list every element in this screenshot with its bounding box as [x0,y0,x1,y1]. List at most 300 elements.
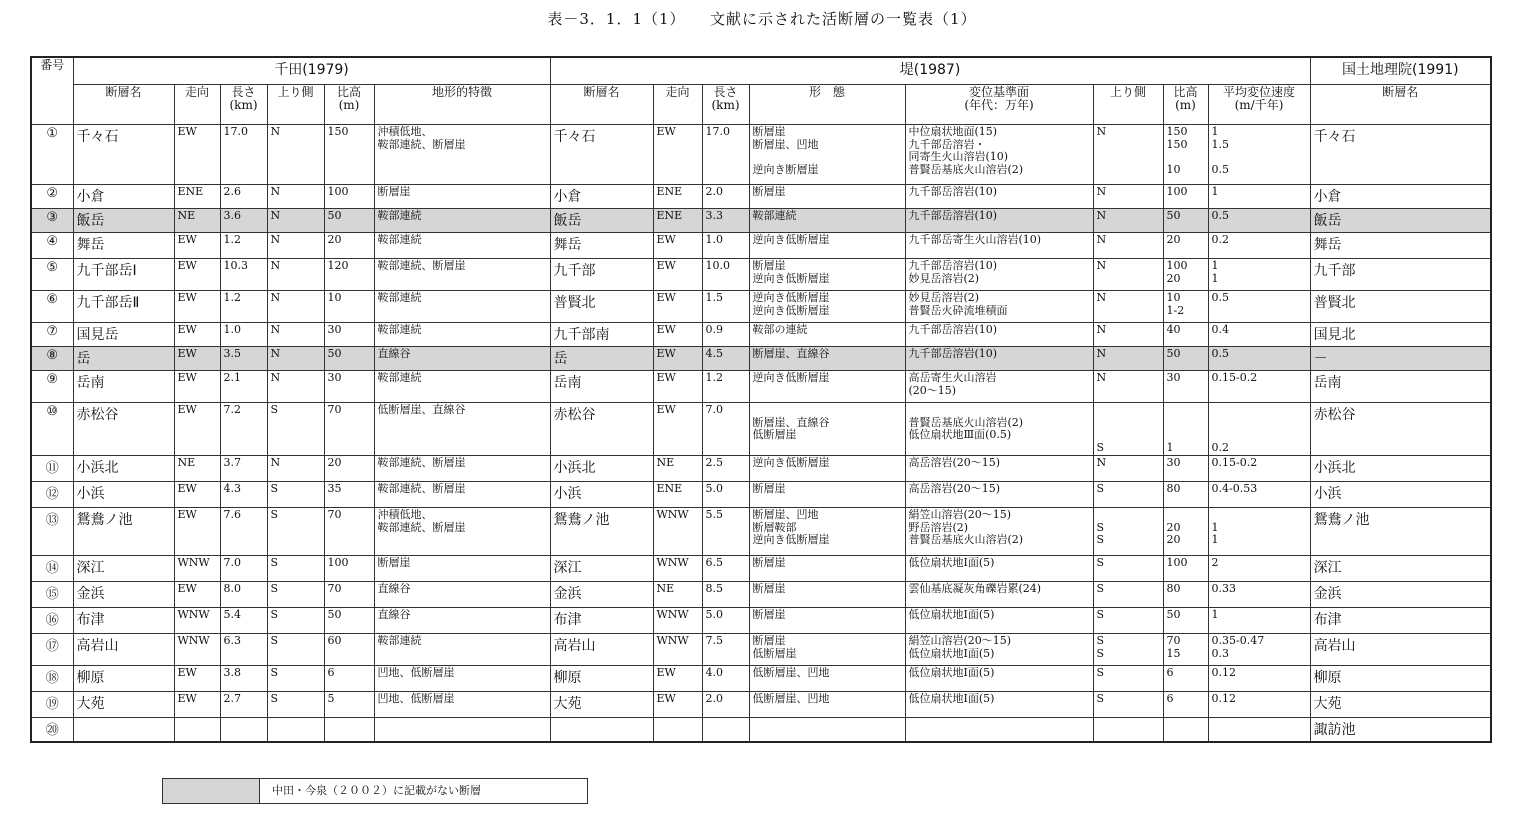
gsi-fault-name: 小浜北 [1310,456,1491,482]
table-row [31,718,1491,742]
tsutsumi-fault-name: 千々石 [550,125,653,185]
tsutsumi-slip-rate: 0.15-0.2 [1208,456,1310,482]
tsutsumi-upthrown-side: S [1093,482,1163,508]
tsutsumi-reference-surface: 低位扇状地Ⅰ面(5) [905,608,1093,634]
table-row [31,185,1491,209]
legend-text: 中田・今泉（２００２）に記載がない断層 [272,784,481,797]
header-b-up: 上り側 [1093,85,1163,125]
tsutsumi-fault-name: 舞岳 [550,233,653,259]
tsutsumi-relief: 20 [1163,233,1208,259]
tsutsumi-fault-name: 普賢北 [550,291,653,323]
tsutsumi-fault-name: 金浜 [550,582,653,608]
row-number: ⑯ [31,608,73,634]
tsutsumi-length: 2.5 [702,456,749,482]
tsutsumi-fault-name: 九千部 [550,259,653,291]
tsutsumi-fault-name: 九千部南 [550,323,653,347]
tsutsumi-form: 逆向き低断層崖 [749,371,905,403]
tsutsumi-reference-surface: 絹笠山溶岩(20～15) 野岳溶岩(2) 普賢岳基底火山溶岩(2) [905,508,1093,556]
senda-upthrown-side: S [267,582,324,608]
table-row [31,233,1491,259]
senda-fault-name: 岳南 [73,371,174,403]
tsutsumi-length: 4.0 [702,666,749,692]
tsutsumi-upthrown-side: N [1093,185,1163,209]
senda-relief: 35 [324,482,374,508]
tsutsumi-reference-surface: 九千部岳溶岩(10) 妙見岳溶岩(2) [905,259,1093,291]
header-b-length: 長さ (km) [702,85,749,125]
senda-upthrown-side [267,718,324,742]
tsutsumi-form: 断層崖 [749,556,905,582]
tsutsumi-form: 逆向き低断層崖 [749,456,905,482]
senda-landform: 沖積低地、 鞍部連続、断層崖 [374,508,550,556]
row-number: ① [31,125,73,185]
tsutsumi-fault-name: 深江 [550,556,653,582]
senda-fault-name: 岳 [73,347,174,371]
senda-relief: 70 [324,508,374,556]
tsutsumi-slip-rate: 0.5 [1208,291,1310,323]
tsutsumi-reference-surface: 妙見岳溶岩(2) 普賢岳火砕流堆積面 [905,291,1093,323]
tsutsumi-upthrown-side: N [1093,233,1163,259]
header-b-name: 断層名 [550,85,653,125]
tsutsumi-fault-name: 岳 [550,347,653,371]
tsutsumi-fault-name: 赤松谷 [550,403,653,456]
tsutsumi-fault-name: 飯岳 [550,209,653,233]
tsutsumi-form: 断層崖 [749,482,905,508]
gsi-fault-name: 深江 [1310,556,1491,582]
tsutsumi-strike: EW [653,291,702,323]
gsi-fault-name: 金浜 [1310,582,1491,608]
senda-fault-name: 赤松谷 [73,403,174,456]
tsutsumi-strike: NE [653,582,702,608]
senda-fault-name: 舞岳 [73,233,174,259]
tsutsumi-strike: WNW [653,634,702,666]
tsutsumi-length: 4.5 [702,347,749,371]
senda-landform: 鞍部連続 [374,233,550,259]
tsutsumi-form: 断層崖 低断層崖 [749,634,905,666]
senda-length: 3.7 [220,456,267,482]
tsutsumi-fault-name: 鴛鴦ノ池 [550,508,653,556]
tsutsumi-fault-name: 柳原 [550,666,653,692]
senda-upthrown-side: S [267,482,324,508]
tsutsumi-length: 7.5 [702,634,749,666]
tsutsumi-slip-rate: 0.2 [1208,233,1310,259]
senda-landform: 直線谷 [374,608,550,634]
senda-relief: 60 [324,634,374,666]
tsutsumi-relief: 6 [1163,666,1208,692]
tsutsumi-slip-rate: 0.35-0.47 0.3 [1208,634,1310,666]
senda-strike: EW [174,125,220,185]
gsi-fault-name: 鴛鴦ノ池 [1310,508,1491,556]
tsutsumi-upthrown-side: S [1093,556,1163,582]
tsutsumi-relief: 20 20 [1163,508,1208,556]
table-row [31,291,1491,323]
header-group-gsi: 国土地理院(1991) [1310,57,1491,85]
senda-relief: 150 [324,125,374,185]
header-a-length: 長さ (km) [220,85,267,125]
header-a-up: 上り側 [267,85,324,125]
senda-length: 10.3 [220,259,267,291]
senda-upthrown-side: S [267,403,324,456]
senda-length: 2.6 [220,185,267,209]
gsi-fault-name: 布津 [1310,608,1491,634]
tsutsumi-strike: EW [653,666,702,692]
tsutsumi-upthrown-side: N [1093,125,1163,185]
tsutsumi-form [749,718,905,742]
table-row [31,125,1491,185]
header-b-ref: 変位基準面 (年代：万年) [905,85,1093,125]
tsutsumi-strike: EW [653,323,702,347]
header-group-tsutsumi: 堤(1987) [550,57,1310,85]
senda-upthrown-side: S [267,692,324,718]
tsutsumi-length: 1.2 [702,371,749,403]
tsutsumi-strike: ENE [653,482,702,508]
senda-strike: EW [174,371,220,403]
tsutsumi-form: 断層崖 逆向き低断層崖 [749,259,905,291]
tsutsumi-length: 10.0 [702,259,749,291]
row-number: ⑱ [31,666,73,692]
senda-length: 1.2 [220,291,267,323]
tsutsumi-length: 2.0 [702,692,749,718]
senda-relief: 120 [324,259,374,291]
gsi-fault-name: 九千部 [1310,259,1491,291]
tsutsumi-strike: NE [653,456,702,482]
tsutsumi-upthrown-side: S [1093,403,1163,456]
tsutsumi-slip-rate: 0.5 [1208,347,1310,371]
senda-landform: 凹地、低断層崖 [374,692,550,718]
tsutsumi-length: 6.5 [702,556,749,582]
senda-landform: 鞍部連続、断層崖 [374,456,550,482]
senda-relief: 70 [324,582,374,608]
tsutsumi-strike: EW [653,371,702,403]
tsutsumi-slip-rate: 0.12 [1208,692,1310,718]
tsutsumi-reference-surface: 九千部岳溶岩(10) [905,323,1093,347]
tsutsumi-upthrown-side: S [1093,692,1163,718]
tsutsumi-strike: EW [653,233,702,259]
tsutsumi-upthrown-side: N [1093,347,1163,371]
tsutsumi-form: 逆向き低断層崖 逆向き低断層崖 [749,291,905,323]
senda-relief: 100 [324,556,374,582]
tsutsumi-reference-surface: 低位扇状地Ⅰ面(5) [905,666,1093,692]
tsutsumi-reference-surface: 低位扇状地Ⅰ面(5) [905,692,1093,718]
table-row [31,482,1491,508]
senda-fault-name: 九千部岳Ⅱ [73,291,174,323]
table-row [31,692,1491,718]
row-number: ③ [31,209,73,233]
row-number: ⑰ [31,634,73,666]
tsutsumi-fault-name: 高岩山 [550,634,653,666]
senda-upthrown-side: N [267,185,324,209]
header-c-name: 断層名 [1310,85,1491,125]
senda-upthrown-side: N [267,456,324,482]
senda-fault-name: 鴛鴦ノ池 [73,508,174,556]
table-row [31,508,1491,556]
senda-landform: 鞍部連続 [374,634,550,666]
gsi-fault-name: 飯岳 [1310,209,1491,233]
tsutsumi-form: 低断層崖、凹地 [749,666,905,692]
tsutsumi-strike: EW [653,125,702,185]
senda-relief: 100 [324,185,374,209]
senda-fault-name: 布津 [73,608,174,634]
tsutsumi-reference-surface [905,718,1093,742]
tsutsumi-upthrown-side: S [1093,666,1163,692]
tsutsumi-strike: EW [653,259,702,291]
tsutsumi-relief: 30 [1163,371,1208,403]
senda-length: 7.0 [220,556,267,582]
senda-fault-name: 小浜北 [73,456,174,482]
tsutsumi-relief: 10 1-2 [1163,291,1208,323]
gsi-fault-name: 岳南 [1310,371,1491,403]
tsutsumi-strike: ENE [653,209,702,233]
tsutsumi-form: 断層崖、直線谷 低断層崖 [749,403,905,456]
senda-landform: 鞍部連続、断層崖 [374,259,550,291]
tsutsumi-length: 7.0 [702,403,749,456]
row-number: ⑦ [31,323,73,347]
tsutsumi-form: 低断層崖、凹地 [749,692,905,718]
senda-length: 3.5 [220,347,267,371]
tsutsumi-form: 断層崖、直線谷 [749,347,905,371]
table-row [31,403,1491,456]
tsutsumi-strike: EW [653,692,702,718]
header-a-name: 断層名 [73,85,174,125]
header-a-strike: 走向 [174,85,220,125]
senda-length [220,718,267,742]
senda-upthrown-side: S [267,666,324,692]
tsutsumi-relief: 50 [1163,347,1208,371]
row-number: ⑤ [31,259,73,291]
tsutsumi-length: 1.5 [702,291,749,323]
senda-length: 1.2 [220,233,267,259]
tsutsumi-upthrown-side: S [1093,582,1163,608]
senda-length: 3.8 [220,666,267,692]
tsutsumi-length: 5.0 [702,608,749,634]
table-row [31,347,1491,371]
tsutsumi-form: 逆向き低断層崖 [749,233,905,259]
senda-strike: EW [174,482,220,508]
tsutsumi-form: 断層崖 断層崖、凹地 逆向き断層崖 [749,125,905,185]
tsutsumi-relief: 100 [1163,556,1208,582]
senda-strike: NE [174,209,220,233]
senda-length: 3.6 [220,209,267,233]
tsutsumi-length: 3.3 [702,209,749,233]
tsutsumi-length: 2.0 [702,185,749,209]
senda-length: 5.4 [220,608,267,634]
row-number: ⑥ [31,291,73,323]
tsutsumi-relief: 50 [1163,209,1208,233]
row-number: ② [31,185,73,209]
table-row [31,371,1491,403]
row-number: ④ [31,233,73,259]
senda-fault-name: 小倉 [73,185,174,209]
header-a-relief: 比高 (m) [324,85,374,125]
tsutsumi-upthrown-side: N [1093,323,1163,347]
senda-landform: 鞍部連続 [374,209,550,233]
tsutsumi-fault-name: 小浜北 [550,456,653,482]
gsi-fault-name: 小倉 [1310,185,1491,209]
senda-fault-name: 柳原 [73,666,174,692]
tsutsumi-reference-surface: 高岳溶岩(20～15) [905,482,1093,508]
tsutsumi-relief: 50 [1163,608,1208,634]
senda-length: 2.1 [220,371,267,403]
tsutsumi-strike: EW [653,403,702,456]
senda-fault-name: 金浜 [73,582,174,608]
senda-relief: 50 [324,608,374,634]
tsutsumi-relief: 100 20 [1163,259,1208,291]
senda-landform: 鞍部連続、断層崖 [374,482,550,508]
tsutsumi-reference-surface: 中位扇状地面(15) 九千部岳溶岩・ 同寄生火山溶岩(10) 普賢岳基底火山溶岩(2) [905,125,1093,185]
senda-strike: EW [174,666,220,692]
table-body [31,125,1491,742]
table-row [31,556,1491,582]
tsutsumi-reference-surface: 高岳溶岩(20～15) [905,456,1093,482]
table-row [31,209,1491,233]
senda-relief: 70 [324,403,374,456]
senda-strike: WNW [174,634,220,666]
row-number: ⑬ [31,508,73,556]
senda-strike: WNW [174,556,220,582]
table-row [31,608,1491,634]
senda-fault-name: 小浜 [73,482,174,508]
senda-upthrown-side: S [267,556,324,582]
header-b-rate: 平均変位速度 (m/千年) [1208,85,1310,125]
tsutsumi-reference-surface: 高岳寄生火山溶岩 (20～15) [905,371,1093,403]
tsutsumi-slip-rate: 0.2 [1208,403,1310,456]
tsutsumi-reference-surface: 九千部岳溶岩(10) [905,185,1093,209]
senda-length: 7.2 [220,403,267,456]
tsutsumi-relief: 1 [1163,403,1208,456]
header-b-form: 形 態 [749,85,905,125]
tsutsumi-relief: 40 [1163,323,1208,347]
tsutsumi-relief [1163,718,1208,742]
senda-landform: 断層崖 [374,185,550,209]
tsutsumi-length: 5.0 [702,482,749,508]
tsutsumi-fault-name: 岳南 [550,371,653,403]
row-number: ⑩ [31,403,73,456]
header-a-feature: 地形的特徴 [374,85,550,125]
senda-landform: 鞍部連続 [374,291,550,323]
senda-upthrown-side: N [267,125,324,185]
tsutsumi-strike: ENE [653,185,702,209]
senda-length: 6.3 [220,634,267,666]
tsutsumi-upthrown-side: N [1093,259,1163,291]
senda-length: 7.6 [220,508,267,556]
table-row [31,666,1491,692]
senda-relief: 20 [324,233,374,259]
tsutsumi-upthrown-side: N [1093,209,1163,233]
tsutsumi-form: 断層崖 [749,185,905,209]
tsutsumi-form: 断層崖、凹地 断層鞍部 逆向き低断層崖 [749,508,905,556]
tsutsumi-form: 鞍部の連続 [749,323,905,347]
senda-strike: EW [174,692,220,718]
gsi-fault-name: 諏訪池 [1310,718,1491,742]
row-number: ⑭ [31,556,73,582]
senda-landform: 鞍部連続 [374,323,550,347]
tsutsumi-slip-rate: 1 1.5 0.5 [1208,125,1310,185]
tsutsumi-length: 8.5 [702,582,749,608]
legend [162,778,588,804]
tsutsumi-relief: 150 150 10 [1163,125,1208,185]
senda-upthrown-side: N [267,233,324,259]
tsutsumi-slip-rate: 1 1 [1208,508,1310,556]
header-group-senda: 千田(1979) [73,57,550,85]
senda-strike: EW [174,508,220,556]
senda-length: 4.3 [220,482,267,508]
senda-upthrown-side: S [267,508,324,556]
row-number: ⑮ [31,582,73,608]
tsutsumi-upthrown-side: N [1093,291,1163,323]
table-row [31,582,1491,608]
tsutsumi-reference-surface: 九千部岳溶岩(10) [905,209,1093,233]
tsutsumi-upthrown-side: N [1093,456,1163,482]
senda-landform: 断層崖 [374,556,550,582]
senda-strike [174,718,220,742]
tsutsumi-form: 鞍部連続 [749,209,905,233]
senda-relief: 5 [324,692,374,718]
tsutsumi-upthrown-side: S [1093,608,1163,634]
row-number: ⑪ [31,456,73,482]
tsutsumi-upthrown-side [1093,718,1163,742]
senda-landform [374,718,550,742]
senda-strike: EW [174,291,220,323]
tsutsumi-fault-name: 小倉 [550,185,653,209]
gsi-fault-name: 国見北 [1310,323,1491,347]
table-row [31,323,1491,347]
tsutsumi-reference-surface: 九千部岳溶岩(10) [905,347,1093,371]
tsutsumi-slip-rate: 0.15-0.2 [1208,371,1310,403]
fault-table [30,56,1492,743]
tsutsumi-length: 5.5 [702,508,749,556]
senda-strike: WNW [174,608,220,634]
row-number: ⑲ [31,692,73,718]
senda-upthrown-side: N [267,259,324,291]
senda-relief: 50 [324,347,374,371]
senda-upthrown-side: N [267,347,324,371]
senda-relief: 30 [324,323,374,347]
senda-upthrown-side: S [267,634,324,666]
tsutsumi-length: 1.0 [702,233,749,259]
tsutsumi-form: 断層崖 [749,582,905,608]
gsi-fault-name: 赤松谷 [1310,403,1491,456]
senda-landform: 直線谷 [374,347,550,371]
table-row [31,259,1491,291]
row-number: ⑨ [31,371,73,403]
tsutsumi-slip-rate: 0.5 [1208,209,1310,233]
senda-landform: 鞍部連続 [374,371,550,403]
row-number: ⑫ [31,482,73,508]
senda-strike: EW [174,582,220,608]
senda-relief: 10 [324,291,374,323]
senda-strike: NE [174,456,220,482]
tsutsumi-reference-surface: 普賢岳基底火山溶岩(2) 低位扇状地Ⅲ面(0.5) [905,403,1093,456]
senda-fault-name: 飯岳 [73,209,174,233]
senda-relief: 50 [324,209,374,233]
tsutsumi-strike: WNW [653,508,702,556]
tsutsumi-reference-surface: 九千部岳寄生火山溶岩(10) [905,233,1093,259]
senda-fault-name: 国見岳 [73,323,174,347]
senda-relief: 20 [324,456,374,482]
tsutsumi-slip-rate: 1 [1208,608,1310,634]
senda-relief [324,718,374,742]
tsutsumi-slip-rate: 0.12 [1208,666,1310,692]
tsutsumi-reference-surface: 絹笠山溶岩(20～15) 低位扇状地Ⅰ面(5) [905,634,1093,666]
header-no: 番号 [31,57,73,125]
gsi-fault-name: 舞岳 [1310,233,1491,259]
tsutsumi-upthrown-side: S S [1093,508,1163,556]
tsutsumi-strike [653,718,702,742]
senda-upthrown-side: N [267,371,324,403]
senda-strike: EW [174,403,220,456]
senda-strike: EW [174,233,220,259]
gsi-fault-name: 大苑 [1310,692,1491,718]
tsutsumi-slip-rate [1208,718,1310,742]
